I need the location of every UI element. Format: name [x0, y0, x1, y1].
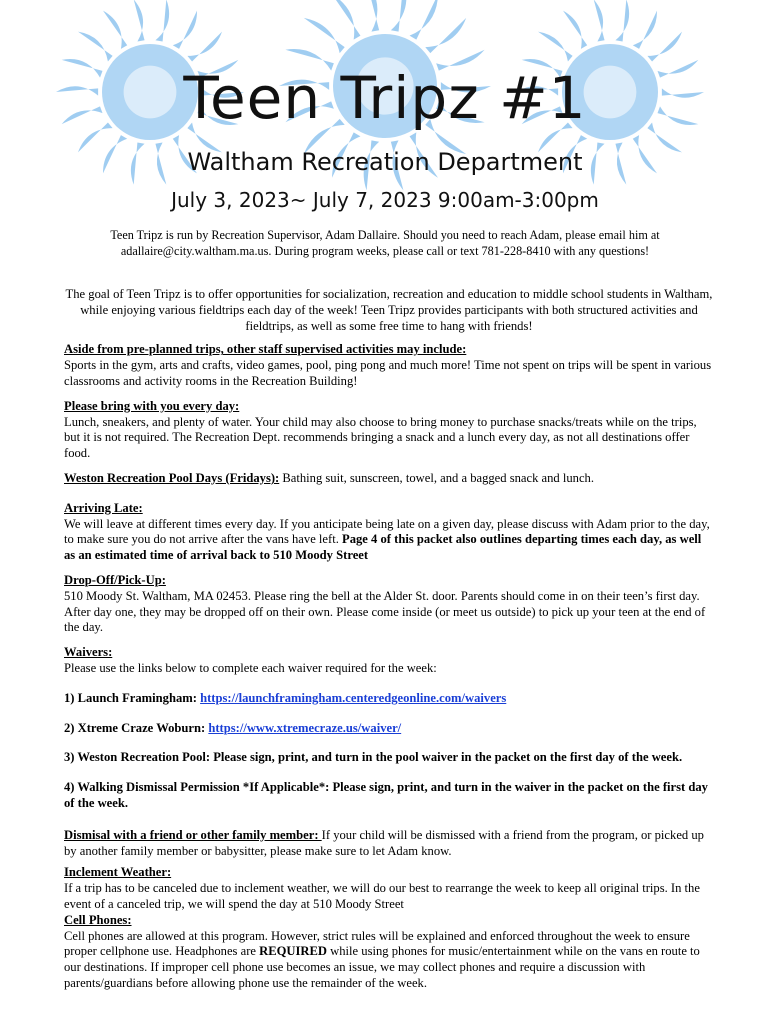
section-text: Sports in the gym, arts and crafts, video games, pool, ping pong and much more! Time not spent on trips will be spent in various classrooms and activity rooms in the Recreation Building!	[64, 358, 712, 388]
section-weather	[64, 865, 714, 912]
section-text: Please use the links below to complete each waiver required for the week:	[64, 660, 437, 675]
waiver-item	[64, 721, 714, 737]
section-heading: Weston Recreation Pool Days (Fridays):	[64, 470, 280, 485]
section-text: Bathing suit, sunscreen, towel, and a bagged snack and lunch.	[279, 470, 594, 485]
waiver-item	[64, 691, 714, 707]
section-text: while using phones for music/entertainment while on the vans en route to our destinations. If improper cell phone use becomes an issue, we may collect phones and require a discussion with parents/guardians before allowing phone use the remainder of the week.	[64, 944, 700, 990]
section-text: Cell phones are allowed at this program. However, strict rules will be explained and enforced throughout the week to ensure proper cellphone use. Headphones are	[64, 928, 690, 959]
section-pool	[64, 471, 714, 487]
section-bold-text: Page 4 of this packet also outlines departing times each day, as well as an estimated time of arrival back to 510 Moody Street	[64, 532, 702, 563]
section-heading: Waivers:	[64, 645, 113, 660]
intro-paragraph: Teen Tripz is run by Recreation Supervisor, Adam Dallaire. Should you need to reach Adam, please email him at adallaire@city.waltham.ma.us. During program weeks, please call or text 781-228-8410 with any questions!	[110, 228, 660, 258]
section-text: Lunch, sneakers, and plenty of water. Your child may also choose to bring money to purchase snacks/treats while on the trips, but it is not required. The Recreation Dept. recommends bringing a snack and a lunch every day, as not all destinations offer food.	[64, 414, 697, 461]
section-heading: Drop-Off/Pick-Up:	[64, 572, 166, 587]
section-text: We will leave at different times every day. If you anticipate being late on a given day, please discuss with Adam prior to the day, to make sure you do not arrive after the vans have left.	[64, 516, 710, 547]
section-activities	[64, 342, 714, 389]
section-arriving-late	[64, 501, 714, 564]
section-dismissal	[64, 828, 714, 860]
page-subtitle: Waltham Recreation Department	[187, 148, 583, 176]
section-heading: Arriving Late:	[64, 500, 143, 515]
waiver-item	[64, 780, 714, 812]
section-dropoff	[64, 573, 714, 636]
section-text: 510 Moody St. Waltham, MA 02453. Please ring the bell at the Alder St. door. Parents should come in on their teen’s first day. After day one, they may be dropped off on their own. Please come inside (or meet us outside) to pick up your teen at the end of the day.	[64, 588, 706, 635]
section-waivers	[64, 645, 714, 677]
section-text: If your child will be dismissed with a friend from the program, or picked up by another family member or babysitter, please make sure to let Adam know.	[64, 827, 704, 858]
document-body	[64, 287, 714, 992]
waiver-link[interactable]: https://launchframingham.centeredgeonline.com/waivers	[200, 690, 507, 705]
section-bring	[64, 399, 714, 462]
waiver-label: 3) Weston Recreation Pool: Please sign, print, and turn in the pool waiver in the packet on the first day of the week.	[64, 750, 683, 765]
program-dates: July 3, 2023~ July 7, 2023 9:00am-3:00pm	[171, 188, 599, 212]
section-cell-phones	[64, 913, 714, 992]
section-heading: Inclement Weather:	[64, 865, 172, 880]
section-text: If a trip has to be canceled due to inclement weather, we will do our best to rearrange the week to keep all original trips. In the event of a canceled trip, we will spend the day at 510 Moody Street	[64, 881, 700, 911]
section-heading: Aside from pre-planned trips, other staff supervised activities may include:	[64, 342, 467, 357]
section-heading: Dismisal with a friend or other family member:	[64, 827, 322, 842]
waiver-link[interactable]: https://www.xtremecraze.us/waiver/	[208, 720, 402, 735]
section-bold-text: REQUIRED	[259, 944, 328, 959]
waiver-label: 4) Walking Dismissal Permission *If Applicable*: Please sign, print, and turn in the waiver in the packet on the first day of the week.	[64, 780, 708, 810]
section-heading: Cell Phones:	[64, 912, 132, 927]
goal-paragraph: The goal of Teen Tripz is to offer opportunities for socialization, recreation and education to middle school students in Waltham, while enjoying various fieldtrips each day of the week! Teen Tripz provides participants with both structured activities and fieldtrips, as well as some free time to hang with friends!	[65, 287, 713, 333]
page-title: Teen Tripz #1	[183, 64, 587, 132]
waiver-item	[64, 750, 714, 766]
section-heading: Please bring with you every day:	[64, 398, 240, 413]
waiver-label: 2) Xtreme Craze Woburn:	[64, 720, 209, 735]
waiver-label: 1) Launch Framingham:	[64, 690, 201, 705]
